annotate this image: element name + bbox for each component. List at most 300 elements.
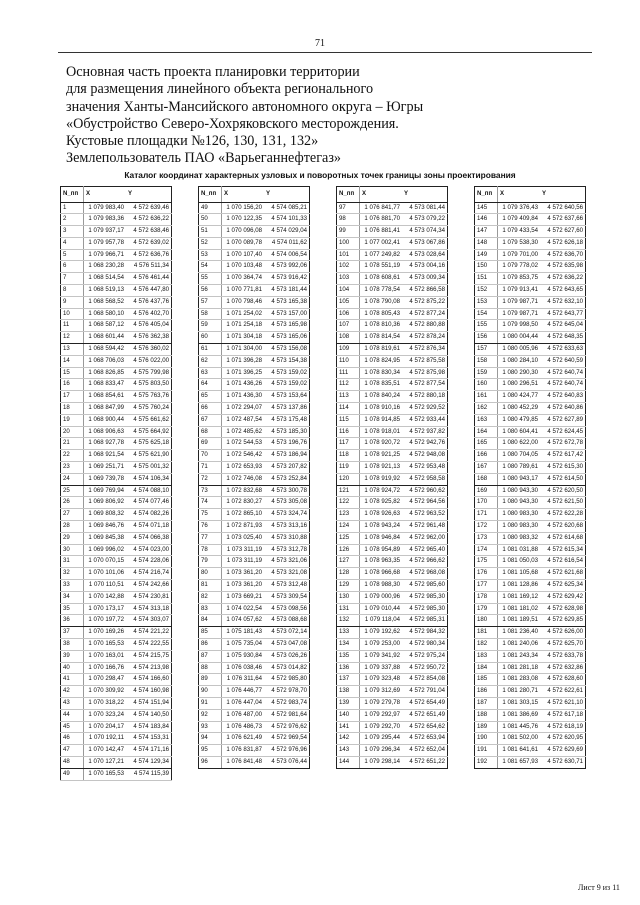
y-coordinate: 4 575 803,50 xyxy=(126,379,172,391)
x-coordinate: 1 070 165,53 xyxy=(84,638,127,650)
x-coordinate: 1 079 292,97 xyxy=(360,709,403,721)
point-number: 184 xyxy=(475,662,498,674)
table-row xyxy=(61,403,172,415)
x-coordinate: 1 081 386,69 xyxy=(498,709,541,721)
table-row xyxy=(199,686,310,698)
y-coordinate: 4 572 965,40 xyxy=(402,544,448,556)
y-coordinate: 4 574 166,60 xyxy=(126,674,172,686)
point-number: 170 xyxy=(475,497,498,509)
point-number: 81 xyxy=(199,580,222,592)
point-number: 8 xyxy=(61,285,84,297)
point-number: 154 xyxy=(475,308,498,320)
table-row xyxy=(199,532,310,544)
y-coordinate: 4 572 636,76 xyxy=(126,249,172,261)
table-row xyxy=(61,485,172,497)
y-coordinate: 4 574 006,54 xyxy=(264,249,310,261)
point-number: 16 xyxy=(61,379,84,391)
x-coordinate: 1 071 254,18 xyxy=(222,320,265,332)
y-coordinate: 4 573 079,22 xyxy=(402,214,448,226)
table-row xyxy=(199,214,310,226)
table-row xyxy=(337,709,448,721)
table-row xyxy=(475,450,586,462)
table-row xyxy=(475,627,586,639)
y-coordinate: 4 572 621,50 xyxy=(540,497,586,509)
heading-line: «Обустройство Северо-Хохряковского месторождения. xyxy=(66,115,399,132)
table-row xyxy=(199,249,310,261)
table-row xyxy=(61,285,172,297)
point-number: 50 xyxy=(199,214,222,226)
y-coordinate: 4 575 001,32 xyxy=(126,462,172,474)
table-row xyxy=(199,733,310,745)
y-coordinate: 4 572 985,30 xyxy=(402,591,448,603)
table-row xyxy=(61,355,172,367)
point-number: 127 xyxy=(337,556,360,568)
x-coordinate: 1 081 128,86 xyxy=(498,580,541,592)
table-row xyxy=(61,709,172,721)
y-coordinate: 4 574 140,50 xyxy=(126,709,172,721)
table-row xyxy=(199,568,310,580)
y-coordinate: 4 572 966,62 xyxy=(402,556,448,568)
y-coordinate: 4 572 654,62 xyxy=(402,721,448,733)
point-number: 183 xyxy=(475,650,498,662)
y-coordinate: 4 572 640,56 xyxy=(540,202,586,214)
point-number: 177 xyxy=(475,580,498,592)
point-number: 27 xyxy=(61,509,84,521)
heading-line: значения Ханты-Мансийского автономного округа – Югры xyxy=(66,98,424,115)
y-coordinate: 4 572 620,50 xyxy=(540,485,586,497)
x-coordinate: 1 081 280,71 xyxy=(498,686,541,698)
y-coordinate: 4 573 207,82 xyxy=(264,462,310,474)
point-number: 100 xyxy=(337,237,360,249)
table-row xyxy=(61,674,172,686)
y-coordinate: 4 572 933,44 xyxy=(402,414,448,426)
table-row xyxy=(61,556,172,568)
x-coordinate: 1 076 841,48 xyxy=(222,756,265,768)
point-number: 4 xyxy=(61,237,84,249)
table-row xyxy=(337,591,448,603)
table-row xyxy=(475,285,586,297)
y-coordinate: 4 574 066,38 xyxy=(126,532,172,544)
y-coordinate: 4 574 101,33 xyxy=(264,214,310,226)
y-coordinate: 4 574 303,07 xyxy=(126,615,172,627)
x-coordinate: 1 070 089,78 xyxy=(222,237,265,249)
y-coordinate: 4 572 620,95 xyxy=(540,733,586,745)
x-coordinate: 1 070 070,15 xyxy=(84,556,127,568)
table-row xyxy=(199,273,310,285)
point-number: 118 xyxy=(337,450,360,462)
y-coordinate: 4 572 640,74 xyxy=(540,379,586,391)
point-number: 135 xyxy=(337,650,360,662)
y-coordinate: 4 573 185,30 xyxy=(264,426,310,438)
table-row xyxy=(337,414,448,426)
x-coordinate: 1 073 311,19 xyxy=(222,544,265,556)
table-row xyxy=(337,391,448,403)
point-number: 94 xyxy=(199,733,222,745)
point-number: 174 xyxy=(475,544,498,556)
point-number: 26 xyxy=(61,497,84,509)
y-coordinate: 4 572 651,22 xyxy=(402,756,448,768)
table-row xyxy=(199,438,310,450)
table-row xyxy=(199,473,310,485)
y-coordinate: 4 574 183,84 xyxy=(126,721,172,733)
point-number: 139 xyxy=(337,697,360,709)
y-coordinate: 4 573 159,02 xyxy=(264,379,310,391)
column-header: Y xyxy=(540,187,586,203)
point-number: 73 xyxy=(199,485,222,497)
point-number: 75 xyxy=(199,509,222,521)
table-row xyxy=(199,650,310,662)
table-row xyxy=(337,320,448,332)
table-row xyxy=(475,249,586,261)
coordinate-catalog xyxy=(60,186,630,881)
heading-line: для размещения линейного объекта регионального xyxy=(66,81,374,98)
table-row xyxy=(61,249,172,261)
point-number: 20 xyxy=(61,426,84,438)
y-coordinate: 4 575 760,24 xyxy=(126,403,172,415)
x-coordinate: 1 079 987,71 xyxy=(498,308,541,320)
y-coordinate: 4 575 799,98 xyxy=(126,367,172,379)
table-row xyxy=(337,756,448,768)
table-row xyxy=(475,226,586,238)
y-coordinate: 4 576 402,70 xyxy=(126,308,172,320)
table-row xyxy=(61,650,172,662)
y-coordinate: 4 575 625,18 xyxy=(126,438,172,450)
x-coordinate: 1 078 824,95 xyxy=(360,355,403,367)
y-coordinate: 4 573 165,98 xyxy=(264,320,310,332)
table-row xyxy=(337,721,448,733)
x-coordinate: 1 078 921,25 xyxy=(360,450,403,462)
x-coordinate: 1 079 853,75 xyxy=(498,273,541,285)
table-row xyxy=(475,568,586,580)
x-coordinate: 1 071 304,00 xyxy=(222,344,265,356)
y-coordinate: 4 572 614,68 xyxy=(540,532,586,544)
coordinate-table xyxy=(336,186,448,769)
point-number: 114 xyxy=(337,403,360,415)
table-row xyxy=(337,485,448,497)
x-coordinate: 1 072 746,08 xyxy=(222,473,265,485)
y-coordinate: 4 573 076,44 xyxy=(264,756,310,768)
y-coordinate: 4 572 637,66 xyxy=(540,214,586,226)
table-row xyxy=(475,709,586,721)
x-coordinate: 1 072 487,54 xyxy=(222,414,265,426)
point-number: 110 xyxy=(337,355,360,367)
point-number: 148 xyxy=(475,237,498,249)
x-coordinate: 1 078 910,16 xyxy=(360,403,403,415)
y-coordinate: 4 572 791,04 xyxy=(402,686,448,698)
table-row xyxy=(61,273,172,285)
y-coordinate: 4 572 875,22 xyxy=(402,296,448,308)
point-number: 136 xyxy=(337,662,360,674)
table-row xyxy=(337,568,448,580)
table-row xyxy=(337,367,448,379)
table-row xyxy=(61,768,172,780)
table-row xyxy=(199,745,310,757)
x-coordinate: 1 069 806,92 xyxy=(84,497,127,509)
point-number: 42 xyxy=(61,686,84,698)
table-row xyxy=(199,509,310,521)
x-coordinate: 1 080 943,30 xyxy=(498,497,541,509)
x-coordinate: 1 078 926,63 xyxy=(360,509,403,521)
y-coordinate: 4 576 447,80 xyxy=(126,285,172,297)
table-row xyxy=(199,697,310,709)
y-coordinate: 4 574 313,18 xyxy=(126,603,172,615)
x-coordinate: 1 079 337,88 xyxy=(360,662,403,674)
y-coordinate: 4 574 160,98 xyxy=(126,686,172,698)
table-row xyxy=(199,332,310,344)
point-number: 34 xyxy=(61,591,84,603)
y-coordinate: 4 572 629,69 xyxy=(540,745,586,757)
x-coordinate: 1 068 601,44 xyxy=(84,332,127,344)
column-header: N_пп xyxy=(337,187,360,203)
y-coordinate: 4 572 636,22 xyxy=(126,214,172,226)
y-coordinate: 4 572 968,08 xyxy=(402,568,448,580)
table-row xyxy=(61,237,172,249)
y-coordinate: 4 576 360,02 xyxy=(126,344,172,356)
column-header: Y xyxy=(402,187,448,203)
table-row xyxy=(337,249,448,261)
y-coordinate: 4 572 643,65 xyxy=(540,285,586,297)
y-coordinate: 4 572 633,63 xyxy=(540,344,586,356)
x-coordinate: 1 079 913,41 xyxy=(498,285,541,297)
x-coordinate: 1 077 249,82 xyxy=(360,249,403,261)
y-coordinate: 4 573 098,56 xyxy=(264,603,310,615)
y-coordinate: 4 572 880,18 xyxy=(402,391,448,403)
table-row xyxy=(61,332,172,344)
point-number: 95 xyxy=(199,745,222,757)
table-row xyxy=(475,462,586,474)
y-coordinate: 4 573 159,02 xyxy=(264,367,310,379)
y-coordinate: 4 574 221,22 xyxy=(126,627,172,639)
point-number: 181 xyxy=(475,627,498,639)
point-number: 25 xyxy=(61,485,84,497)
y-coordinate: 4 572 937,82 xyxy=(402,426,448,438)
x-coordinate: 1 081 281,18 xyxy=(498,662,541,674)
table-row xyxy=(61,591,172,603)
table-row xyxy=(475,603,586,615)
table-row xyxy=(475,403,586,415)
table-row xyxy=(61,756,172,768)
point-number: 11 xyxy=(61,320,84,332)
point-number: 150 xyxy=(475,261,498,273)
y-coordinate: 4 572 629,42 xyxy=(540,591,586,603)
point-number: 138 xyxy=(337,686,360,698)
point-number: 89 xyxy=(199,674,222,686)
x-coordinate: 1 079 000,96 xyxy=(360,591,403,603)
point-number: 85 xyxy=(199,627,222,639)
y-coordinate: 4 572 985,30 xyxy=(402,603,448,615)
table-row xyxy=(337,426,448,438)
x-coordinate: 1 070 364,74 xyxy=(222,273,265,285)
point-number: 55 xyxy=(199,273,222,285)
y-coordinate: 4 572 629,85 xyxy=(540,615,586,627)
point-number: 66 xyxy=(199,403,222,415)
x-coordinate: 1 073 025,40 xyxy=(222,532,265,544)
y-coordinate: 4 572 983,74 xyxy=(264,697,310,709)
point-number: 119 xyxy=(337,462,360,474)
x-coordinate: 1 070 101,06 xyxy=(84,568,127,580)
y-coordinate: 4 572 672,78 xyxy=(540,438,586,450)
table-row xyxy=(199,344,310,356)
x-coordinate: 1 070 163,01 xyxy=(84,650,127,662)
y-coordinate: 4 572 964,56 xyxy=(402,497,448,509)
column-header: N_пп xyxy=(475,187,498,203)
table-row xyxy=(337,733,448,745)
x-coordinate: 1 074 022,54 xyxy=(222,603,265,615)
table-row xyxy=(337,497,448,509)
table-row xyxy=(337,473,448,485)
y-coordinate: 4 574 230,81 xyxy=(126,591,172,603)
x-coordinate: 1 075 181,43 xyxy=(222,627,265,639)
coordinate-table xyxy=(60,186,172,781)
y-coordinate: 4 574 029,04 xyxy=(264,226,310,238)
table-row xyxy=(61,308,172,320)
point-number: 112 xyxy=(337,379,360,391)
table-row xyxy=(199,320,310,332)
y-coordinate: 4 572 652,04 xyxy=(402,745,448,757)
point-number: 102 xyxy=(337,261,360,273)
x-coordinate: 1 078 988,30 xyxy=(360,580,403,592)
y-coordinate: 4 572 627,89 xyxy=(540,414,586,426)
column-header: Y xyxy=(264,187,310,203)
x-coordinate: 1 068 587,12 xyxy=(84,320,127,332)
x-coordinate: 1 068 927,78 xyxy=(84,438,127,450)
point-number: 93 xyxy=(199,721,222,733)
y-coordinate: 4 576 461,44 xyxy=(126,273,172,285)
x-coordinate: 1 078 966,68 xyxy=(360,568,403,580)
y-coordinate: 4 572 976,96 xyxy=(264,745,310,757)
table-row xyxy=(61,296,172,308)
y-coordinate: 4 573 153,64 xyxy=(264,391,310,403)
x-coordinate: 1 072 832,68 xyxy=(222,485,265,497)
y-coordinate: 4 574 213,98 xyxy=(126,662,172,674)
y-coordinate: 4 572 645,04 xyxy=(540,320,586,332)
x-coordinate: 1 068 826,85 xyxy=(84,367,127,379)
y-coordinate: 4 572 653,94 xyxy=(402,733,448,745)
table-row xyxy=(337,355,448,367)
column-header: X xyxy=(360,187,403,203)
point-number: 19 xyxy=(61,414,84,426)
table-row xyxy=(475,497,586,509)
point-number: 131 xyxy=(337,603,360,615)
x-coordinate: 1 068 900,44 xyxy=(84,414,127,426)
y-coordinate: 4 573 074,34 xyxy=(402,226,448,238)
table-row xyxy=(199,426,310,438)
table-row xyxy=(337,438,448,450)
table-row xyxy=(199,202,310,214)
sheet-footer: Лист 9 из 11 xyxy=(578,883,620,892)
y-coordinate: 4 573 009,34 xyxy=(402,273,448,285)
point-number: 58 xyxy=(199,308,222,320)
x-coordinate: 1 078 963,35 xyxy=(360,556,403,568)
table-row xyxy=(61,603,172,615)
point-number: 70 xyxy=(199,450,222,462)
y-coordinate: 4 572 639,46 xyxy=(126,202,172,214)
y-coordinate: 4 573 014,82 xyxy=(264,662,310,674)
table-row xyxy=(475,296,586,308)
point-number: 43 xyxy=(61,697,84,709)
y-coordinate: 4 572 643,77 xyxy=(540,308,586,320)
y-coordinate: 4 572 651,49 xyxy=(402,709,448,721)
x-coordinate: 1 079 118,04 xyxy=(360,615,403,627)
y-coordinate: 4 572 625,34 xyxy=(540,580,586,592)
point-number: 163 xyxy=(475,414,498,426)
x-coordinate: 1 078 778,54 xyxy=(360,285,403,297)
table-row xyxy=(475,686,586,698)
y-coordinate: 4 572 620,68 xyxy=(540,521,586,533)
point-number: 99 xyxy=(337,226,360,238)
x-coordinate: 1 080 296,51 xyxy=(498,379,541,391)
point-number: 125 xyxy=(337,532,360,544)
table-row xyxy=(337,650,448,662)
column-header: N_пп xyxy=(61,187,84,203)
x-coordinate: 1 070 110,51 xyxy=(84,580,127,592)
point-number: 155 xyxy=(475,320,498,332)
x-coordinate: 1 080 622,00 xyxy=(498,438,541,450)
point-number: 12 xyxy=(61,332,84,344)
y-coordinate: 4 573 181,44 xyxy=(264,285,310,297)
table-row xyxy=(475,426,586,438)
x-coordinate: 1 078 805,43 xyxy=(360,308,403,320)
point-number: 63 xyxy=(199,367,222,379)
table-row xyxy=(337,226,448,238)
column-header: X xyxy=(84,187,127,203)
x-coordinate: 1 076 311,64 xyxy=(222,674,265,686)
x-coordinate: 1 079 701,00 xyxy=(498,249,541,261)
table-row xyxy=(199,237,310,249)
table-row xyxy=(199,709,310,721)
y-coordinate: 4 572 639,02 xyxy=(126,237,172,249)
point-number: 88 xyxy=(199,662,222,674)
point-number: 41 xyxy=(61,674,84,686)
x-coordinate: 1 079 298,14 xyxy=(360,756,403,768)
point-number: 179 xyxy=(475,603,498,615)
point-number: 47 xyxy=(61,745,84,757)
point-number: 147 xyxy=(475,226,498,238)
y-coordinate: 4 575 763,76 xyxy=(126,391,172,403)
x-coordinate: 1 070 156,20 xyxy=(222,202,265,214)
point-number: 57 xyxy=(199,296,222,308)
table-row xyxy=(199,414,310,426)
point-number: 15 xyxy=(61,367,84,379)
x-coordinate: 1 079 192,62 xyxy=(360,627,403,639)
y-coordinate: 4 576 511,34 xyxy=(126,261,172,273)
x-coordinate: 1 070 166,76 xyxy=(84,662,127,674)
y-coordinate: 4 572 636,70 xyxy=(540,249,586,261)
x-coordinate: 1 068 833,47 xyxy=(84,379,127,391)
y-coordinate: 4 576 405,04 xyxy=(126,320,172,332)
point-number: 82 xyxy=(199,591,222,603)
point-number: 105 xyxy=(337,296,360,308)
point-number: 188 xyxy=(475,709,498,721)
table-row xyxy=(61,214,172,226)
x-coordinate: 1 078 921,13 xyxy=(360,462,403,474)
y-coordinate: 4 573 165,06 xyxy=(264,332,310,344)
table-row xyxy=(337,273,448,285)
y-coordinate: 4 573 028,64 xyxy=(402,249,448,261)
point-number: 186 xyxy=(475,686,498,698)
y-coordinate: 4 574 106,34 xyxy=(126,473,172,485)
x-coordinate: 1 081 283,08 xyxy=(498,674,541,686)
x-coordinate: 1 068 706,03 xyxy=(84,355,127,367)
table-row xyxy=(337,261,448,273)
table-row xyxy=(199,285,310,297)
y-coordinate: 4 572 866,58 xyxy=(402,285,448,297)
point-number: 67 xyxy=(199,414,222,426)
y-coordinate: 4 572 875,98 xyxy=(402,367,448,379)
y-coordinate: 4 572 948,08 xyxy=(402,450,448,462)
y-coordinate: 4 572 617,18 xyxy=(540,709,586,721)
x-coordinate: 1 078 819,61 xyxy=(360,344,403,356)
